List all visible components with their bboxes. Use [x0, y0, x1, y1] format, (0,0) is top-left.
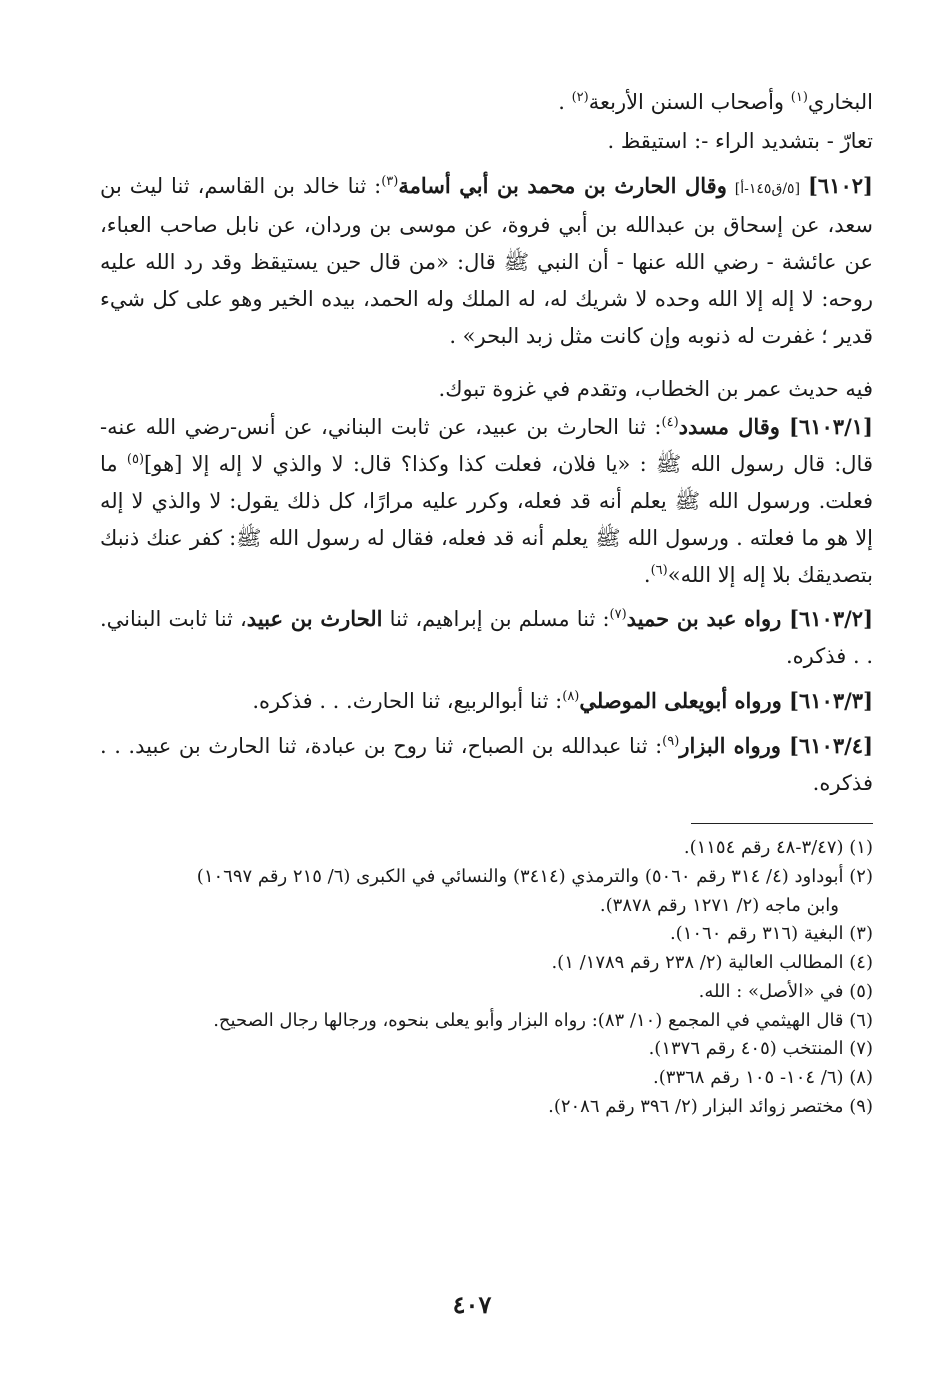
narrator-chain: وقال الحارث بن محمد بن أبي أسامة — [398, 172, 727, 198]
hadith-number: [٦١٠٢] — [807, 172, 873, 198]
footnote-7 — [100, 1035, 873, 1064]
hadith-text: : ثنا خالد بن القاسم، ثنا ليث بن سعد، عن إسحاق بن عبدالله بن أبي فروة، عن موسى بن وردان، عن نابل صاحب العباء، عن عائشة - رضي الله عنها - أن النبي ﷺ قال: «من قال حين يستيقظ وقد رد الله عليه روحه: لا إله إلا الله وحده لا شريك له، له الملك وله الحمد، بيده الخير وهو على كل شيء قدير ؛ غفرت له ذنوبه وإن كانت مثل زبد البحر» . — [100, 173, 873, 348]
footnote-ref[interactable]: (٣) — [381, 173, 399, 189]
footnote-number: (٣) — [849, 923, 873, 945]
footnote-ref[interactable]: (٦) — [650, 562, 668, 578]
footnote-4 — [100, 949, 873, 978]
manuscript-ref: [٥/ق١٤٥-أ] — [734, 180, 801, 197]
footnote-number: (١) — [849, 837, 873, 859]
footnote-ref[interactable]: (١) — [790, 90, 808, 105]
footnote-8 — [100, 1064, 873, 1093]
footnote-text: البغية (٣١٦ رقم ١٠٦٠). — [669, 923, 850, 945]
paragraph-1 — [100, 84, 873, 121]
narrator-chain: ورواه البزار — [679, 732, 790, 758]
footnote-9 — [100, 1093, 873, 1122]
footnote-text: المنتخب (٤٠٥ رقم ١٣٧٦). — [648, 1038, 850, 1060]
page-body — [100, 84, 873, 1121]
hadith-text: : ثنا الحارث بن عبيد، عن ثابت البناني، عن أنس-رضي الله عنه- قال: قال رسول الله ﷺ : «يا فلان، فعلت كذا وكذا؟ قال: لا والذي لا إله إلا [هو] — [100, 415, 873, 477]
hadith-text: : ثنا أبوالربيع، ثنا الحارث. . . فذكره. — [252, 688, 563, 713]
hadith-text: ما فعلت. ورسول الله ﷺ يعلم أنه قد فعله، وكرر عليه مرارًا، كل ذلك يقول: لا والذي لا إله إلا هو ما فعلته . ورسول الله ﷺ يعلم أنه قد فعله، فقال له رسول الله ﷺ: كفر عنك ذنبك بتصديقك بلا إله إلا الله» — [100, 452, 873, 587]
hadith-6103-3 — [100, 683, 873, 720]
text: فيه حديث عمر بن الخطاب، وتقدم في غزوة تبوك. — [438, 376, 873, 401]
footnote-3 — [100, 920, 873, 949]
footnote-number: (٩) — [849, 1095, 873, 1117]
hadith-text: : ثنا عبدالله بن الصباح، ثنا روح بن عبادة، ثنا الحارث بن عبيد. . . فذكره. — [100, 733, 873, 795]
narrator-chain: ورواه أبويعلى الموصلي — [579, 687, 790, 713]
paragraph-4 — [100, 371, 873, 408]
text: . — [558, 90, 572, 114]
hadith-6103-1 — [100, 409, 873, 593]
footnote-text: (٦/ ١٠٤- ١٠٥ رقم ٣٣٦٨). — [653, 1066, 850, 1088]
footnotes — [100, 834, 873, 1121]
footnote-text: المطالب العالية (٢/ ٢٣٨ رقم ١٧٨٩/ ١). — [551, 952, 850, 974]
hadith-text: : ثنا مسلم بن إبراهيم، ثنا — [382, 607, 610, 632]
hadith-6103-4 — [100, 728, 873, 802]
footnote-text: وابن ماجه (٢/ ١٢٧١ رقم ٣٨٧٨). — [599, 894, 839, 916]
footnote-ref[interactable]: (٩) — [662, 733, 680, 749]
narrator-chain: وقال مسدد — [678, 414, 790, 440]
footnote-text: مختصر زوائد البزار (٢/ ٣٩٦ رقم ٢٠٨٦). — [548, 1095, 850, 1117]
footnote-ref[interactable]: (٢) — [571, 90, 589, 105]
footnote-separator — [100, 823, 873, 824]
footnote-5 — [100, 978, 873, 1007]
footnote-1 — [100, 834, 873, 863]
footnote-number: (٧) — [849, 1038, 873, 1060]
footnote-2-continued — [100, 892, 873, 921]
footnote-number: (٨) — [849, 1066, 873, 1088]
hadith-number: [٦١٠٣/٣] — [789, 687, 873, 713]
hadith-text: ، ثنا ثابت البناني. . . فذكره. — [100, 607, 873, 669]
footnote-number: (٥) — [849, 980, 873, 1002]
hadith-number: [٦١٠٣/٤] — [789, 732, 873, 758]
separator-line — [691, 823, 873, 824]
footnote-text: قال الهيثمي في المجمع (١٠/ ٨٣): رواه البزار وأبو يعلى بنحوه، ورجالها رجال الصحيح. — [213, 1009, 850, 1031]
text: . — [643, 562, 651, 587]
footnote-ref[interactable]: (٨) — [562, 688, 580, 704]
footnote-text: في «الأصل» : الله. — [698, 980, 850, 1002]
footnote-number: (٤) — [849, 952, 873, 974]
paragraph-2 — [100, 123, 873, 160]
narrator-chain: رواه عبد بن حميد — [626, 606, 790, 632]
hadith-number: [٦١٠٣/١] — [789, 414, 873, 440]
footnote-ref[interactable]: (٤) — [661, 415, 679, 431]
footnote-number: (٦) — [849, 1009, 873, 1031]
text: البخاري — [807, 90, 873, 114]
footnote-ref[interactable]: (٧) — [609, 607, 627, 623]
narrator-name: الحارث بن عبيد — [246, 606, 383, 632]
footnote-number: (٢) — [849, 866, 873, 888]
page-number: ٤٠٧ — [452, 1290, 492, 1319]
text: وأصحاب السنن الأربعة — [588, 90, 791, 114]
hadith-6102 — [100, 168, 873, 355]
text: تعارّ - بتشديد الراء -: استيقظ . — [607, 128, 873, 153]
hadith-6103-2 — [100, 601, 873, 675]
hadith-number: [٦١٠٣/٢] — [789, 606, 874, 632]
footnote-ref[interactable]: (٥) — [126, 452, 145, 468]
footnote-text: (٣/٤٧-٤٨ رقم ١١٥٤). — [683, 837, 850, 859]
footnote-2 — [100, 863, 873, 892]
footnote-6 — [100, 1007, 873, 1036]
footnote-text: أبوداود (٤/ ٣١٤ رقم ٥٠٦٠) والترمذي (٣٤١٤) والنسائي في الكبرى (٦/ ٢١٥ رقم ١٠٦٩٧) — [196, 866, 850, 888]
